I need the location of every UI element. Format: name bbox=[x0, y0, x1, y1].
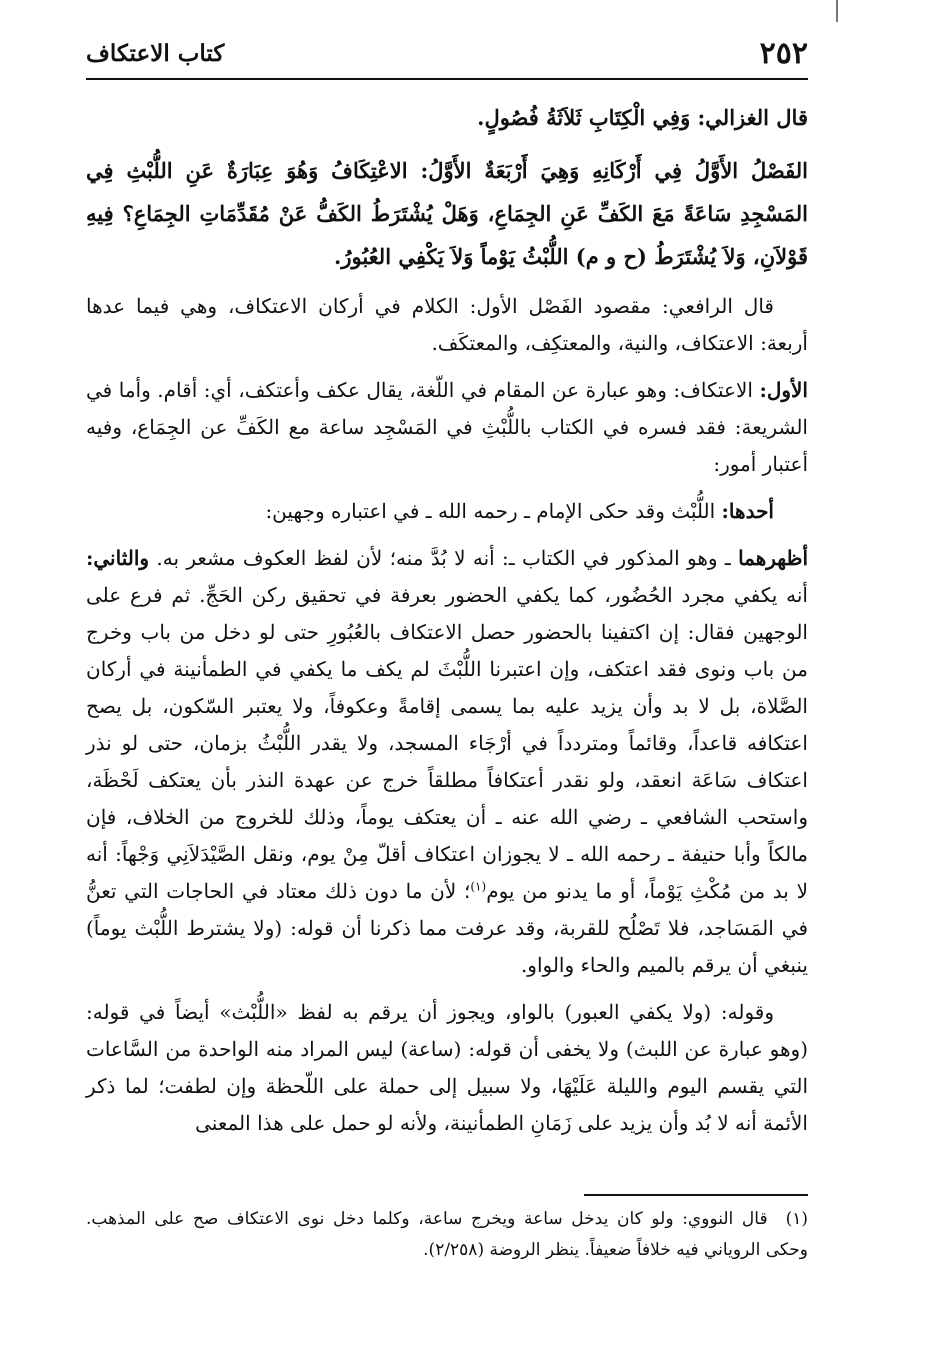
first-matter-paragraph bbox=[86, 493, 808, 530]
ghazali-matn: الفَصْلُ الأَوَّلُ فِي أَرْكَانِهِ وَهِيَ أَرْبَعَةٌ الأَوَّلُ: الاعْتِكَافُ وَهُوَ عِبَارَةٌ عَنِ اللُّبْثِ فِي المَسْجِدِ سَاعَةً مَعَ الكَفِّ عَنِ الجِمَاعِ، وَهَلْ يُشْتَرَطُ الكَفُّ عَنْ مُقَدِّمَاتِ الجِمَاعِ؟ فِيهِ قَوْلاَنِ، وَلاَ يُشْتَرَطُ (ح و م) اللُّبْثُ يَوْماً وَلاَ يَكْفِي العُبُورُ. bbox=[86, 158, 808, 269]
page-header bbox=[86, 28, 808, 80]
main-text bbox=[86, 96, 808, 1152]
page-edge-mark bbox=[836, 0, 838, 22]
term-second: والثاني: bbox=[86, 546, 150, 570]
running-title: كتاب الاعتكاف bbox=[86, 40, 225, 67]
term-first: الأول: bbox=[759, 378, 808, 402]
footnote-reference: (١) bbox=[470, 879, 487, 894]
view-one-text: ـ وهو المذكور في الكتاب ـ: أنه لا بُدَّ منه؛ لأن لفظ العكوف مشعر به. bbox=[149, 546, 739, 570]
view-two-text: أنه يكفي مجرد الحُضُور، كما يكفي الحضور بعرفة في تحقيق ركن الحَجِّ. ثم فرع على الوجهين فقال: إن اكتفينا بالحضور حصل الاعتكاف بالعُبُورِ حتى لو دخل من باب وخرج من باب ونوى فقد اعتكف، وإن اعتبرنا اللُّبْثَ لم يكف ما يكفي في الطمأنينة في أركان الصَّلاة، بل لا بد وأن يزيد عليه بما يسمى إقامةً وعكوفاً، ولا يعتبر السّكون، بل يصح اعتكافه قاعداً، وقائماً ومتردداً في أرْجَاء المسجد، ولا يقدر اللُّبْثُ بزمان، حتى لو نذر اعتكاف سَاعَة انعقد، ولو نقدر أعتكافاً مطلقاً خرج عن عهدة النذر بأن يعتكف لَحْظَة، واستحب الشافعي ـ رضي الله عنه ـ أن يعتكف يوماً، وذلك للخروج من الخلاف، فإن مالكاً وأبا حنيفة ـ رحمه الله ـ لا يجوزان اعتكاف أقلّ مِنْ يوم، ونقل الصَّيْدَلاَنِي وَجْهاً: أنه لا بد من مُكْثِ يَوْماً، أو ما يدنو من يوم bbox=[86, 583, 808, 903]
first-matter-text: اللُّبْث وقد حكى الإمام ـ رحمه الله ـ في اعتباره وجهين: bbox=[265, 499, 722, 523]
footnote-marker: (١) bbox=[785, 1209, 808, 1229]
first-pillar-text: الاعتكاف: وهو عبارة عن المقام في اللّغة، يقال عكف وأعتكف، أي: أقام. وأما في الشريعة: فقد فسره في الكتاب باللُّبْثِ في المَسْجِد ساعة مع الكَفِّ عن الجِمَاع، وفيه أعتبار أمور: bbox=[86, 378, 808, 476]
term-one-of-them: أحدها: bbox=[721, 499, 774, 523]
two-views-paragraph bbox=[86, 540, 808, 984]
first-pillar-paragraph bbox=[86, 372, 808, 483]
ghazali-intro: قال الغزالي: وَفِي الْكِتَابِ ثَلاَثَةُ فُصُولٍ. bbox=[477, 105, 808, 130]
view-two-continuation: ؛ لأن ما دون ذلك معتاد في الحاجات التي تعنُّ في المَسَاجد، فلا تَصْلُح للقربة، وقد عرفت مما ذكرنا أن قوله: (ولا يشترط اللُّبْث يوماً) ينبغي أن يرقم بالميم والحاء والواو. bbox=[86, 879, 808, 977]
rafii-commentary-intro: قال الرافعي: مقصود الفَصْل الأول: الكلام في أركان الاعتكاف، وهي فيما عدها أربعة: الاعتكاف، والنية، والمعتكِف، والمعتكَف. bbox=[86, 294, 808, 355]
footnote bbox=[86, 1204, 808, 1266]
phrase-commentary-paragraph: وقوله: (ولا يكفي العبور) بالواو، ويجوز أن يرقم به لفظ «اللُّبْث» أيضاً في قوله: (وهو عبارة عن اللبث) ولا يخفى أن قوله: (ساعة) ليس المراد منه الواحدة من السَّاعات التي يقسم اليوم والليلة عَلَيْهَا، ولا سبيل إلى حملة على اللّحظة وإن لطفت؛ لما ذكر الأئمة أنه لا بُد وأن يزيد على زَمَانِ الطمأنينة، ولأنه لو حمل على هذا المعنى bbox=[86, 1000, 808, 1135]
footnote-separator bbox=[584, 1194, 808, 1196]
page-number: ٢٥٢ bbox=[759, 36, 808, 71]
term-more-apparent: أظهرهما bbox=[738, 546, 808, 570]
footnote-text: قال النووي: ولو كان يدخل ساعة ويخرج ساعة، وكلما دخل نوى الاعتكاف صح على المذهب. وحكى الروياني فيه خلافاً ضعيفاً. ينظر الروضة (٢/٢٥٨). bbox=[86, 1209, 808, 1260]
